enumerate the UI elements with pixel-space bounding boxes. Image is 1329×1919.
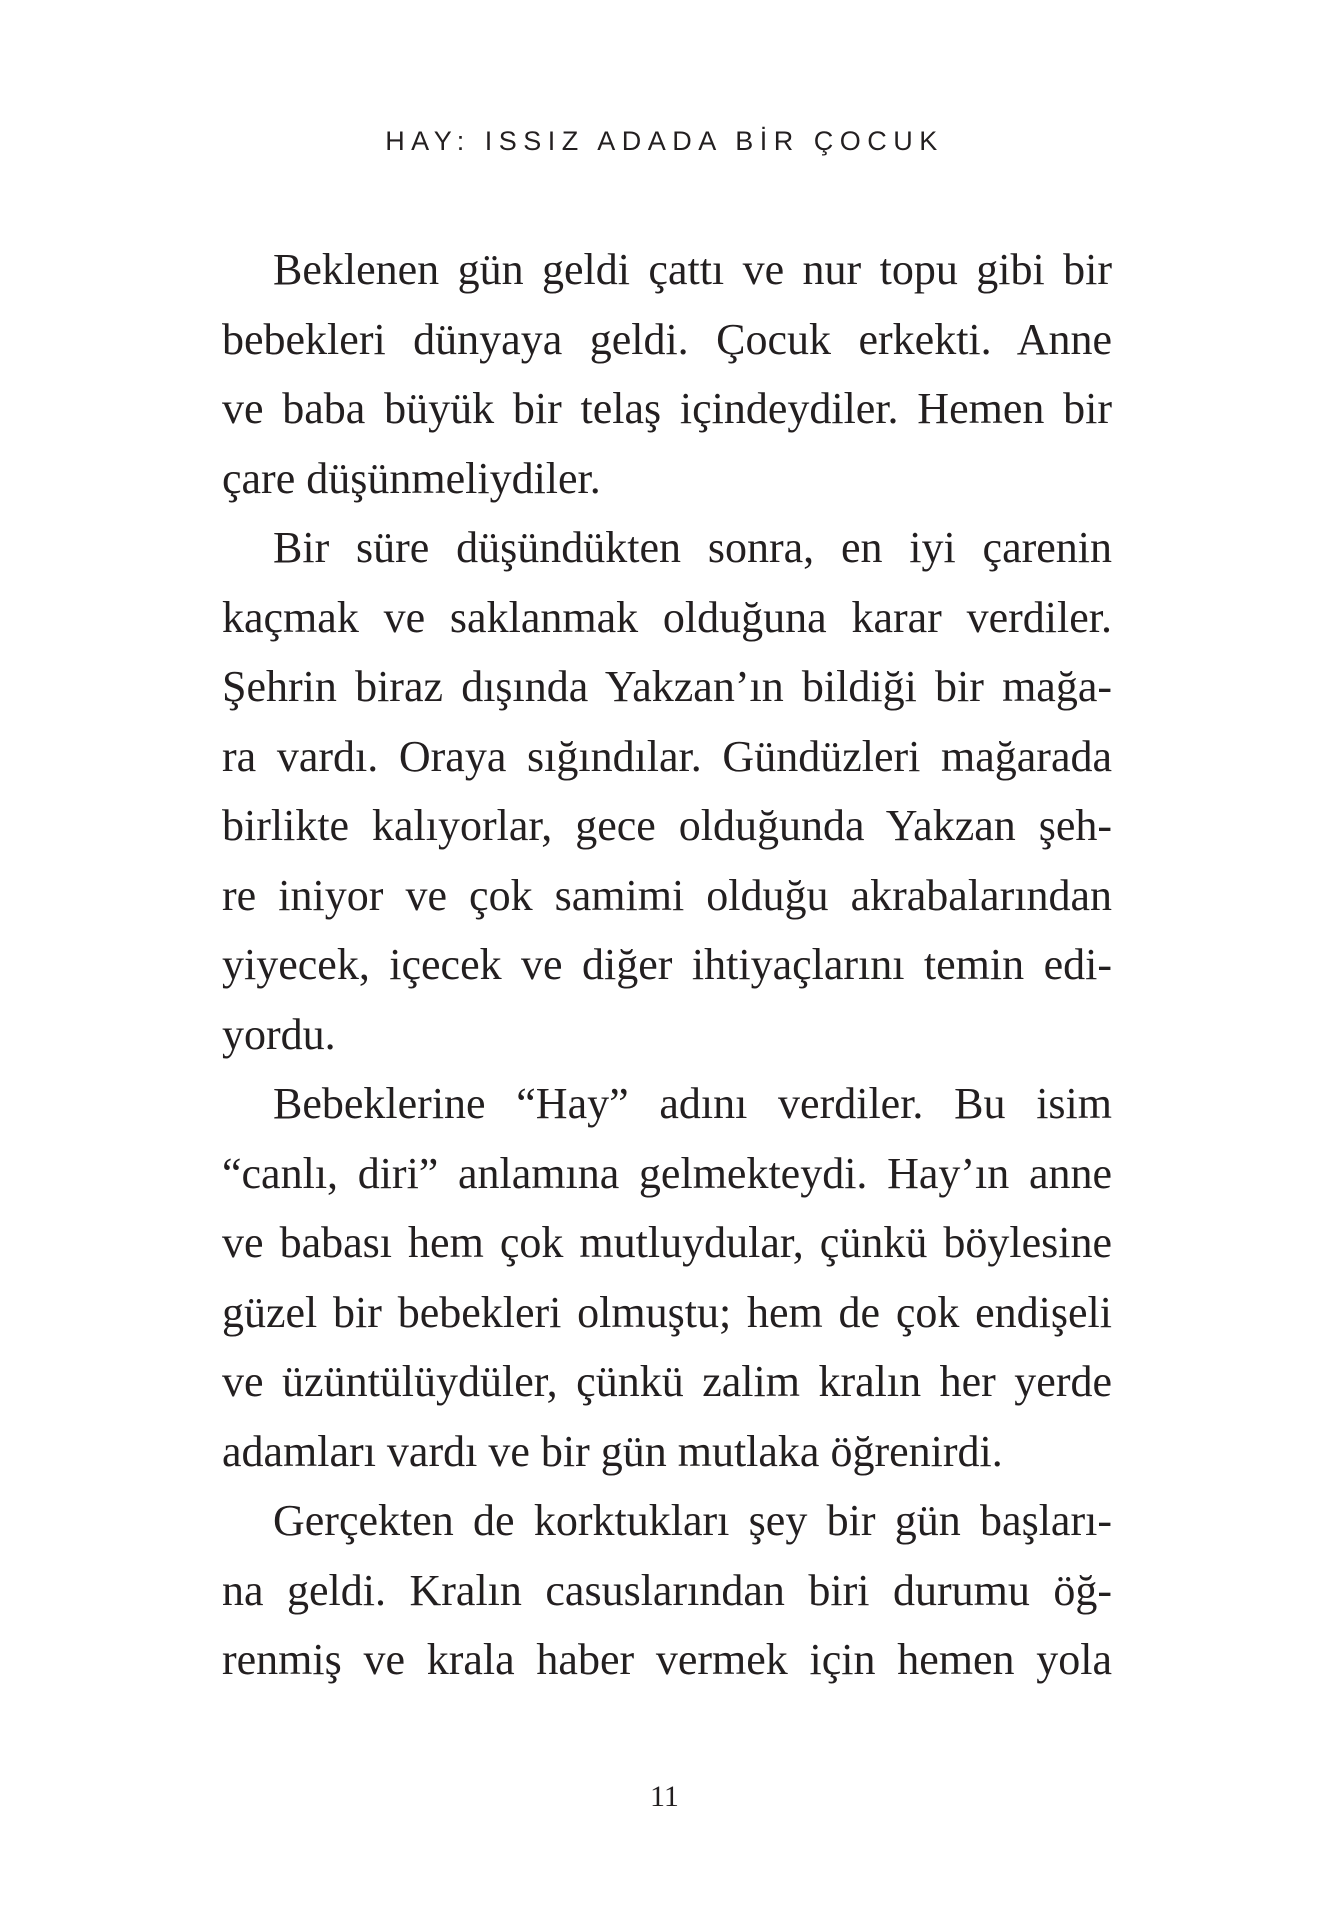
text-line: “canlı, diri” anlamına gelmekteydi. Hay’ın anne — [222, 1148, 1112, 1198]
text-line: çare düşünmeliydiler. — [222, 453, 601, 503]
text-line: re iniyor ve çok samimi olduğu akrabalarından — [222, 870, 1112, 920]
text-line: yiyecek, içecek ve diğer ihtiyaçlarını temin edi- — [222, 940, 1112, 989]
paragraph-4 — [222, 1486, 1112, 1695]
text-line: Şehrin biraz dışında Yakzan’ın bildiği bir mağa- — [222, 662, 1112, 711]
text-line: na geldi. Kralın casuslarından biri durumu öğ- — [222, 1565, 1112, 1615]
running-head: HAY: ISSIZ ADADA BİR ÇOCUK — [385, 126, 944, 156]
text-line: birlikte kalıyorlar, gece olduğunda Yakzan şeh- — [222, 801, 1112, 850]
text-line: ve üzüntülüydüler, çünkü zalim kralın her yerde — [222, 1357, 1112, 1406]
paragraph-3 — [222, 1069, 1112, 1486]
text-line: ra vardı. Oraya sığındılar. Gündüzleri mağarada — [222, 731, 1112, 781]
page-number: 11 — [650, 1780, 679, 1813]
text-line: yordu. — [222, 1009, 336, 1059]
text-line: güzel bir bebekleri olmuştu; hem de çok endişeli — [222, 1287, 1112, 1337]
text-line: Bebeklerine “Hay” adını verdiler. Bu isim — [273, 1079, 1112, 1128]
text-line: Beklenen gün geldi çattı ve nur topu gibi bir — [273, 245, 1112, 294]
text-line: ve baba büyük bir telaş içindeydiler. Hemen bir — [222, 384, 1112, 433]
text-line: ve babası hem çok mutluydular, çünkü böylesine — [222, 1218, 1112, 1267]
text-line: kaçmak ve saklanmak olduğuna karar verdiler. — [222, 592, 1112, 642]
text-line: adamları vardı ve bir gün mutlaka öğrenirdi. — [222, 1426, 1003, 1476]
text-line: bebekleri dünyaya geldi. Çocuk erkekti. Anne — [222, 314, 1112, 364]
text-line: renmiş ve krala haber vermek için hemen yola — [222, 1635, 1112, 1684]
text-line: Bir süre düşündükten sonra, en iyi çarenin — [273, 523, 1112, 572]
paragraph-1 — [222, 235, 1112, 513]
text-line: Gerçekten de korktukları şey bir gün başları- — [273, 1496, 1112, 1545]
body-text — [222, 235, 1112, 1695]
paragraph-2 — [222, 513, 1112, 1069]
